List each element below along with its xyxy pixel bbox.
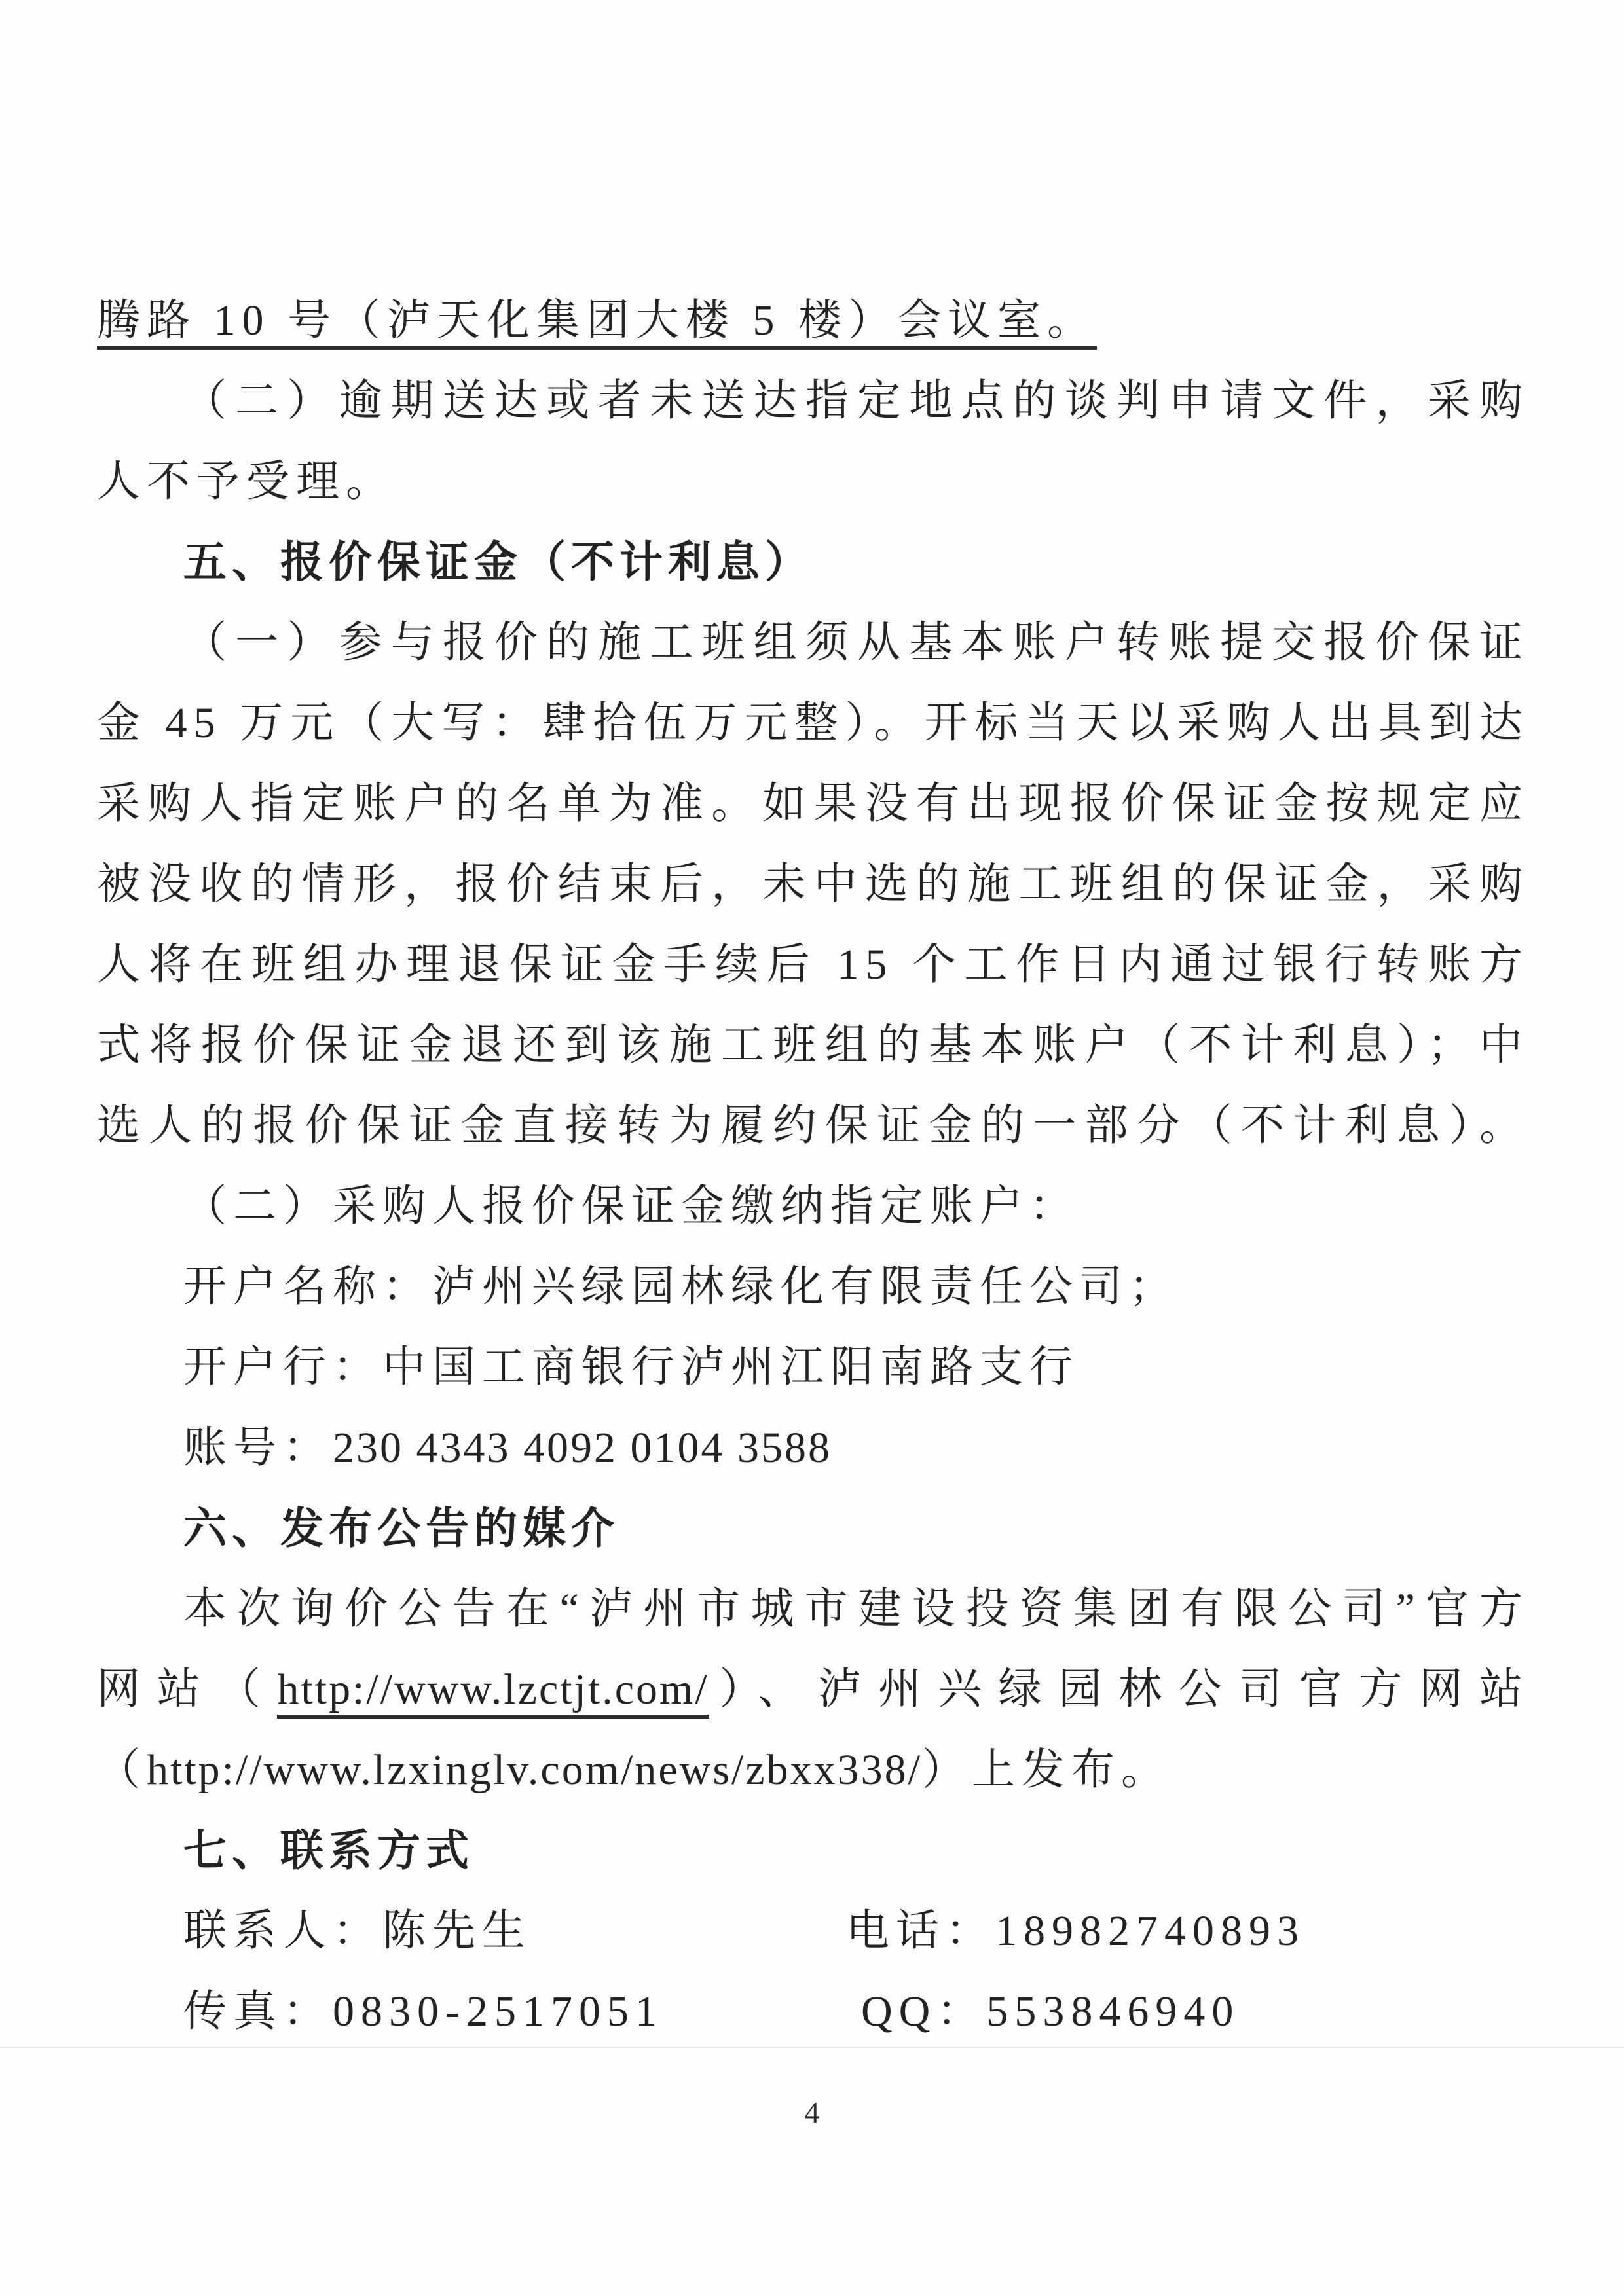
text-segment: 人不予受理。 <box>97 458 396 505</box>
text-segment: 选人的报价保证金直接转为履约保证金的一部分（不计利息）。 <box>97 1102 1529 1150</box>
text-segment: 金 45 万元（大写：肆拾伍万元整）。开标当天以采购人出具到达 <box>97 699 1529 747</box>
text-line <box>97 1971 1529 2052</box>
text-segment: （ <box>97 1746 147 1794</box>
text-segment: 人将在班组办理退保证金手续后 15 个工作日内通过银行转账方 <box>97 941 1529 989</box>
text-segment: 七、联系方式 <box>183 1826 474 1874</box>
document-body <box>97 280 1529 2052</box>
text-line <box>97 1085 1529 1166</box>
text-line <box>97 1891 1529 1971</box>
text-segment: ）、泸州兴绿园林公司官方网站 <box>709 1666 1530 1713</box>
text-segment: 账号： <box>183 1424 333 1472</box>
text-line <box>97 1327 1529 1408</box>
text-segment: 采购人指定账户的名单为准。如果没有出现报价保证金按规定应 <box>97 780 1529 828</box>
text-segment: 本次询价公告在“泸州市城市建设投资集团有限公司”官方 <box>183 1585 1529 1633</box>
text-segment: ）上发布。 <box>921 1746 1171 1794</box>
text-segment: 联系人：陈先生 <box>183 1907 532 1955</box>
text-line <box>97 1166 1529 1247</box>
text-line <box>97 441 1529 522</box>
text-line <box>97 280 1529 361</box>
text-segment: 电话：18982740893 <box>846 1907 1305 1955</box>
text-segment: 六、发布公告的媒介 <box>183 1504 619 1552</box>
heading-line <box>97 1488 1529 1569</box>
text-segment: （二）逾期送达或者未送达指定地点的谈判申请文件，采购 <box>183 377 1529 425</box>
text-line <box>97 1005 1529 1085</box>
text-segment: 被没收的情形，报价结束后，未中选的施工班组的保证金，采购 <box>97 860 1529 908</box>
text-line <box>97 1730 1529 1810</box>
latin-text: 230 4343 4092 0104 3588 <box>333 1424 832 1472</box>
text-line <box>97 763 1529 844</box>
text-line <box>97 1649 1529 1730</box>
text-line <box>97 1247 1529 1327</box>
page-number: 4 <box>804 2096 820 2129</box>
text-line <box>97 844 1529 924</box>
text-segment: 传真：0830-2517051 <box>183 1988 663 2035</box>
text-line <box>97 1408 1529 1488</box>
text-line <box>97 924 1529 1005</box>
text-segment: （二）采购人报价保证金缴纳指定账户： <box>183 1182 1079 1230</box>
text-line <box>97 683 1529 763</box>
underlined-text: 腾路 10 号（泸天化集团大楼 5 楼）会议室。 <box>97 297 1097 350</box>
text-segment: 式将报价保证金退还到该施工班组的基本账户（不计利息）；中 <box>97 1021 1529 1069</box>
heading-line <box>97 1810 1529 1891</box>
text-segment: （一）参与报价的施工班组须从基本账户转账提交报价保证 <box>183 619 1529 666</box>
text-segment: 开户名称：泸州兴绿园林绿化有限责任公司； <box>183 1263 1179 1311</box>
footer-divider <box>0 2047 1624 2048</box>
text-segment: QQ：553846940 <box>861 1988 1240 2035</box>
heading-line <box>97 522 1529 602</box>
text-line <box>97 602 1529 683</box>
text-segment: 开户行：中国工商银行泸州江阳南路支行 <box>183 1343 1079 1391</box>
text-line <box>97 1569 1529 1649</box>
text-segment: 五、报价保证金（不计利息） <box>183 538 813 586</box>
underlined-text: http://www.lzctjt.com/ <box>277 1666 709 1719</box>
text-line <box>97 361 1529 441</box>
text-segment: 网站（ <box>97 1666 278 1713</box>
latin-text: http://www.lzxinglv.com/news/zbxx338/ <box>147 1746 922 1794</box>
